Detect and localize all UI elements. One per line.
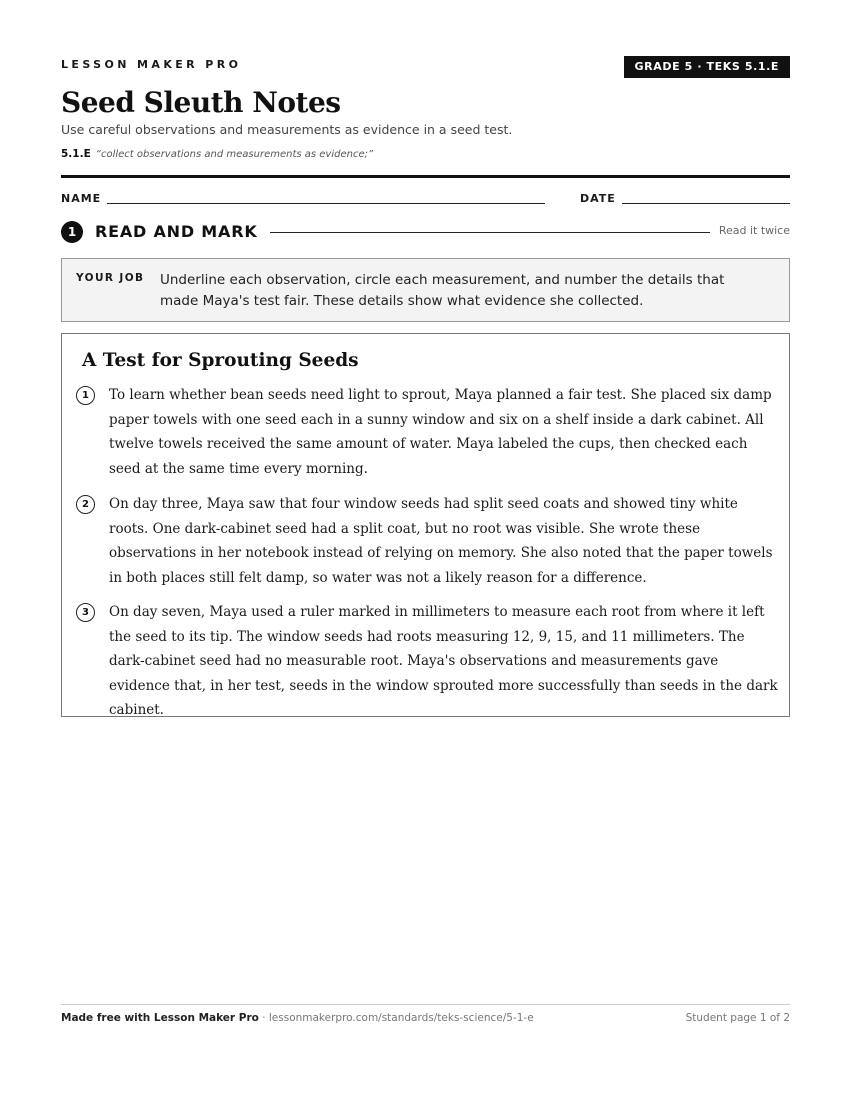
footer-url[interactable]: · lessonmakerpro.com/standards/teks-science/5-1-e bbox=[258, 1012, 534, 1024]
standard-line bbox=[61, 148, 373, 160]
page-title: Seed Sleuth Notes bbox=[61, 86, 341, 119]
standard-quote: “collect observations and measurements as evidence;” bbox=[95, 149, 374, 160]
header-divider bbox=[61, 175, 790, 178]
date-field-line[interactable] bbox=[622, 203, 790, 204]
top-bar bbox=[61, 56, 790, 78]
footer-credit bbox=[61, 1012, 534, 1024]
name-field-line[interactable] bbox=[107, 203, 545, 204]
name-date-row bbox=[61, 191, 790, 207]
reading-passage bbox=[61, 333, 790, 717]
grade-badge: GRADE 5 · TEKS 5.1.E bbox=[624, 56, 790, 78]
paragraph-2: On day three, Maya saw that four window seeds had split seed coats and showed tiny white roots. One dark-cabinet seed had a split coat, but no root was visible. She wrote these observations in her notebook instead of relying on memory. She also noted that the paper towels in both places still felt damp, so water was not a likely reason for a difference. bbox=[109, 496, 773, 586]
your-job-text: Underline each observation, circle each measurement, and number the details that made Maya's test fair. These details show what evidence she collected. bbox=[160, 272, 725, 309]
section-header bbox=[61, 220, 790, 244]
section-rule bbox=[270, 232, 710, 233]
section-title: READ AND MARK bbox=[95, 222, 258, 241]
footer-page-number: Student page 1 of 2 bbox=[685, 1012, 790, 1024]
your-job-box bbox=[61, 258, 790, 322]
name-label: NAME bbox=[61, 192, 102, 205]
paragraph-3: On day seven, Maya used a ruler marked in millimeters to measure each root from where it left the seed to its tip. The window seeds had roots measuring 12, 9, 15, and 11 millimeters. The dark-cabinet seed had no measurable root. Maya's observations and measurements gave evidence that, in her test, seeds in the window sprouted more successfully than seeds in the dark cabinet. bbox=[109, 604, 778, 718]
section-number-badge: 1 bbox=[61, 221, 83, 243]
passage-title: A Test for Sprouting Seeds bbox=[82, 350, 359, 371]
paragraph-number-2: 2 bbox=[76, 495, 95, 514]
standard-code: 5.1.E bbox=[61, 148, 91, 160]
paragraph-number-3: 3 bbox=[76, 603, 95, 622]
section-note: Read it twice bbox=[718, 224, 790, 237]
paragraph-number-1: 1 bbox=[76, 386, 95, 405]
footer-divider bbox=[61, 1004, 790, 1005]
worksheet-page bbox=[61, 0, 790, 1100]
your-job-label: YOUR JOB bbox=[76, 272, 145, 284]
paragraph-1: To learn whether bean seeds need light to sprout, Maya planned a fair test. She placed six damp paper towels with one seed each in a sunny window and six on a shelf inside a dark cabinet. All twelve towels received the same amount of water. Maya labeled the cups, then checked each seed at the same time every morning. bbox=[109, 387, 772, 477]
page-subtitle: Use careful observations and measurements as evidence in a seed test. bbox=[61, 122, 513, 137]
brand-logo-text: LESSON MAKER PRO bbox=[61, 58, 242, 71]
date-label: DATE bbox=[580, 192, 616, 205]
footer-made-with: Made free with Lesson Maker Pro bbox=[61, 1012, 259, 1024]
